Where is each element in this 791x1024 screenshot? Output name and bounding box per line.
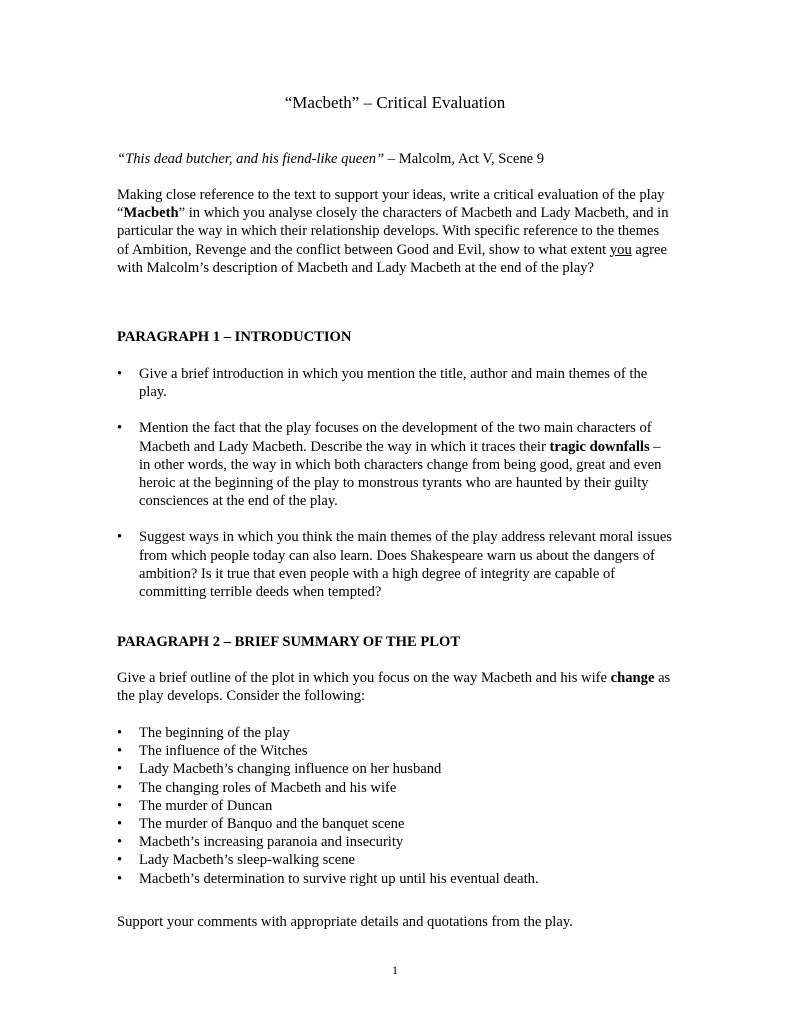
tragic-downfalls-bold: tragic downfalls — [549, 438, 650, 455]
list-item-text: Lady Macbeth’s sleep-walking scene — [139, 852, 355, 869]
list-item-text: Suggest ways in which you think the main themes of the play address relevant moral issues from which people today can also learn. Does Shakespeare warn us about the dangers of ambition? Is it true that even people with a high degree of integrity are capable of committing terrible deeds when tempted? — [139, 529, 672, 601]
underlined-you: you — [609, 241, 632, 258]
epigraph — [117, 150, 544, 168]
list-item — [117, 724, 673, 742]
plot-summary-instructions — [117, 669, 673, 705]
task-text-part: agree with Malcolm’s description of Macbeth and Lady Macbeth at the end of the play? — [117, 241, 667, 276]
bullet-icon: • — [117, 870, 123, 887]
bullet-icon: • — [117, 366, 123, 382]
list-item — [117, 815, 673, 833]
list-item-text: Give a brief introduction in which you mention the title, author and main themes of the play. — [139, 366, 648, 401]
play-title-bold: Macbeth — [123, 205, 179, 222]
list-item-text: The beginning of the play — [139, 725, 290, 741]
list-item-text: The murder of Duncan — [139, 797, 273, 814]
list-item — [117, 851, 673, 869]
list-item-text: The changing roles of Macbeth and his wife — [139, 779, 397, 796]
task-description — [117, 186, 673, 277]
epigraph-quote: “This dead butcher, and his fiend-like queen” — [117, 151, 385, 167]
plot-points-list — [117, 724, 673, 888]
bullet-icon: • — [117, 834, 123, 851]
list-item-text: – in other words, the way in which both characters change from being good, great and even heroic at the beginning of the play to monstrous tyrants who are haunted by their guilty consciences at the end of the play. — [139, 438, 662, 510]
bullet-icon: • — [117, 779, 123, 796]
paragraph-2-heading: PARAGRAPH 2 – BRIEF SUMMARY OF THE PLOT — [117, 634, 461, 650]
list-item — [117, 760, 673, 778]
bullet-icon: • — [117, 420, 123, 437]
list-item-text: Macbeth’s determination to survive right up until his eventual death. — [139, 870, 539, 887]
bullet-icon: • — [117, 816, 123, 833]
page-number: 1 — [392, 963, 398, 977]
list-item — [117, 742, 673, 760]
instruction-text-part: as the play develops. Consider the following: — [117, 670, 671, 705]
paragraph-1-heading: PARAGRAPH 1 – INTRODUCTION — [117, 329, 352, 345]
change-bold: change — [610, 670, 655, 686]
instruction-text-part: Give a brief outline of the plot in which you focus on the way Macbeth and his wife — [117, 670, 611, 686]
bullet-icon: • — [117, 761, 123, 778]
epigraph-attribution: – Malcolm, Act V, Scene 9 — [384, 151, 545, 167]
list-item-text: Lady Macbeth’s changing influence on her husband — [139, 761, 442, 778]
list-item — [117, 528, 673, 601]
list-item — [117, 797, 673, 815]
paragraph-1-bullets — [117, 365, 673, 601]
closing-instruction: Support your comments with appropriate details and quotations from the play. — [117, 914, 573, 930]
bullet-icon: • — [117, 852, 123, 869]
bullet-icon: • — [117, 529, 123, 546]
list-item-text: The murder of Banquo and the banquet scene — [139, 816, 405, 833]
page-title: “Macbeth” – Critical Evaluation — [284, 93, 506, 112]
bullet-icon: • — [117, 725, 123, 741]
list-item — [117, 419, 673, 510]
bullet-icon: • — [117, 797, 123, 814]
list-item-text: Mention the fact that the play focuses on the development of the two main characters of Macbeth and Lady Macbeth. Describe the way in which it traces their — [139, 420, 652, 455]
list-item-text: Macbeth’s increasing paranoia and insecurity — [139, 834, 404, 851]
list-item — [117, 779, 673, 797]
list-item — [117, 365, 673, 401]
list-item-text: The influence of the Witches — [139, 743, 308, 760]
task-text-part: ” in which you analyse closely the characters of Macbeth and Lady Macbeth, and in particular the way in which their relationship develops. With specific reference to the themes of Ambition, Revenge and the conflict between Good and Evil, show to what extent — [117, 205, 669, 258]
list-item — [117, 833, 673, 851]
list-item — [117, 870, 673, 888]
bullet-icon: • — [117, 743, 123, 760]
task-text-part: Making close reference to the text to support your ideas, write a critical evaluation of the play “ — [117, 187, 665, 222]
